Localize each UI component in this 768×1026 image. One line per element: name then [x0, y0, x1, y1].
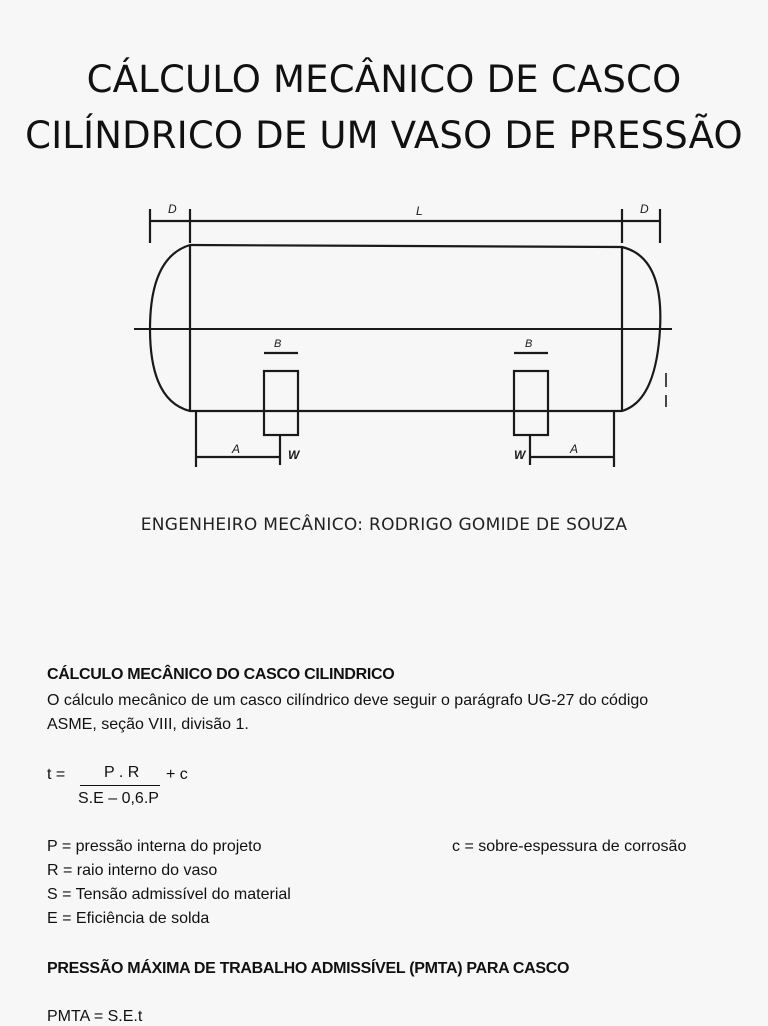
pmta-formula: PMTA = S.E.t	[47, 1008, 143, 1025]
dim-w-left: W	[288, 448, 300, 462]
engineer-credit: ENGENHEIRO MECÂNICO: RODRIGO GOMIDE DE SOUZA	[140, 515, 628, 535]
formula-numerator: P . R	[104, 764, 140, 781]
def-c: c = sobre-espessura de corrosão	[452, 838, 687, 855]
def-s: S = Tensão admissível do material	[47, 886, 291, 903]
dim-a-left: A	[232, 442, 241, 456]
fraction-bar	[80, 785, 160, 786]
dim-b-left: B	[274, 338, 282, 350]
section-heading-casco: CÁLCULO MECÂNICO DO CASCO CILINDRICO	[47, 666, 395, 683]
dim-b-right: B	[525, 338, 533, 350]
title-line-2: CILÍNDRICO DE UM VASO DE PRESSÃO	[25, 114, 743, 157]
def-e: E = Eficiência de solda	[47, 910, 210, 927]
dim-l: L	[416, 204, 423, 218]
dim-d-right: D	[640, 202, 649, 216]
intro-line-2: ASME, seção VIII, divisão 1.	[47, 716, 249, 733]
formula-denominator: S.E – 0,6.P	[78, 790, 159, 807]
formula-plus-c: + c	[166, 766, 188, 783]
title-line-1: CÁLCULO MECÂNICO DE CASCO	[86, 58, 682, 101]
pressure-vessel-drawing	[120, 195, 680, 480]
dim-d-left: D	[168, 202, 177, 216]
intro-line-1: O cálculo mecânico de um casco cilíndrico deve seguir o parágrafo UG-27 do código	[47, 692, 649, 709]
dim-a-right: A	[570, 442, 579, 456]
saddle-right	[514, 371, 548, 435]
def-r: R = raio interno do vaso	[47, 862, 218, 879]
formula-lhs: t =	[47, 766, 66, 783]
def-p: P = pressão interna do projeto	[47, 838, 262, 855]
saddle-left	[264, 371, 298, 435]
section-heading-pmta: PRESSÃO MÁXIMA DE TRABALHO ADMISSÍVEL (PMTA) PARA CASCO	[47, 960, 570, 977]
dim-w-right: W	[514, 448, 526, 462]
